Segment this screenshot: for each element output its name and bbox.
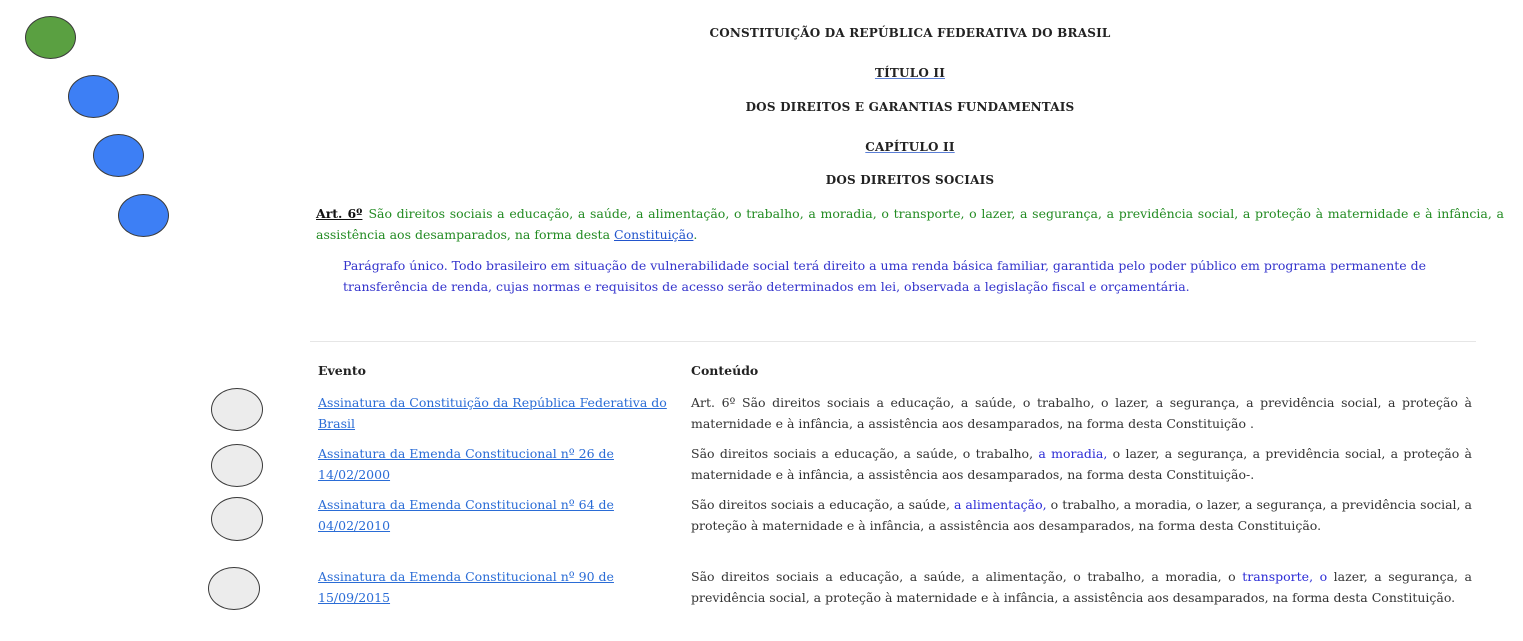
section-divider	[310, 341, 1476, 342]
event-link-2[interactable]: Assinatura da Emenda Constitucional nº 26 de 14/02/2000	[318, 446, 614, 482]
marker-gray-circle-3[interactable]	[211, 497, 263, 541]
constituicao-link[interactable]: Constituição	[614, 227, 694, 242]
event-link-1[interactable]: Assinatura da Constituição da República Federativa do Brasil	[318, 395, 667, 431]
content-text: São direitos sociais a educação, a saúde, a alimentação, o trabalho, a moradia, o	[691, 569, 1243, 584]
column-header-conteudo: Conteúdo	[691, 363, 759, 378]
content-text: lazer, a segurança, a previdência social, a proteção à maternidade e à infância, a assistência aos desamparados, na forma desta Constituição.	[691, 569, 1473, 605]
marker-green-circle[interactable]	[25, 16, 76, 59]
content-highlight: a moradia,	[1038, 446, 1108, 461]
event-link-4[interactable]: Assinatura da Emenda Constitucional nº 90 de 15/09/2015	[318, 569, 614, 605]
article-6	[316, 203, 1504, 245]
content-text: São direitos sociais a educação, a saúde,	[691, 497, 954, 512]
capitulo-name: DOS DIREITOS SOCIAIS	[825, 173, 995, 187]
constitution-title: CONSTITUIÇÃO DA REPÚBLICA FEDERATIVA DO BRASIL	[709, 26, 1111, 40]
article-text: São direitos sociais a educação, a saúde, a alimentação, o trabalho, a moradia, o transporte, o lazer, a segurança, a previdência social, a proteção à maternidade e à infância, a assistência aos desamparados, na forma desta	[316, 206, 1504, 242]
content-text: o lazer, a segurança, a previdência social, a proteção à maternidade e à infância, a assistência aos desamparados, na forma desta Constituição-.	[691, 446, 1472, 482]
marker-gray-circle-4[interactable]	[208, 567, 260, 610]
content-text: Art. 6º São direitos sociais a educação, a saúde, o trabalho, o lazer, a segurança, a previdência social, a proteção à maternidade e à infância, a assistência aos desamparados, na forma desta Constituição .	[691, 395, 1472, 431]
titulo-link[interactable]: TÍTULO II	[874, 66, 946, 80]
content-text: o trabalho, a moradia, o lazer, a segurança, a previdência social, a proteção à maternidade e à infância, a assistência aos desamparados, na forma desta Constituição.	[691, 497, 1473, 533]
content-4	[691, 566, 1472, 608]
content-1	[691, 392, 1472, 434]
article-label[interactable]: Art. 6º	[316, 206, 363, 221]
paragrafo-unico: Parágrafo único. Todo brasileiro em situação de vulnerabilidade social terá direito a uma renda básica familiar, garantida pelo poder público em programa permanente de transferência de renda, cujas normas e requisitos de acesso serão determinados em lei, observada a legislação fiscal e orçamentária.	[343, 258, 1427, 294]
event-link-3[interactable]: Assinatura da Emenda Constitucional nº 64 de 04/02/2010	[318, 497, 614, 533]
marker-blue-circle-3[interactable]	[118, 194, 169, 237]
marker-gray-circle-1[interactable]	[211, 388, 263, 431]
capitulo-link[interactable]: CAPÍTULO II	[865, 140, 955, 154]
column-header-evento: Evento	[318, 363, 366, 378]
marker-blue-circle-1[interactable]	[68, 75, 119, 118]
article-end: .	[693, 227, 698, 242]
content-2	[691, 443, 1472, 485]
content-highlight: transporte, o	[1242, 569, 1328, 584]
marker-gray-circle-2[interactable]	[211, 444, 263, 487]
marker-blue-circle-2[interactable]	[93, 134, 144, 177]
content-highlight: a alimentação,	[953, 497, 1047, 512]
titulo-name: DOS DIREITOS E GARANTIAS FUNDAMENTAIS	[745, 100, 1075, 114]
content-3	[691, 494, 1472, 536]
content-text: São direitos sociais a educação, a saúde, o trabalho,	[691, 446, 1039, 461]
